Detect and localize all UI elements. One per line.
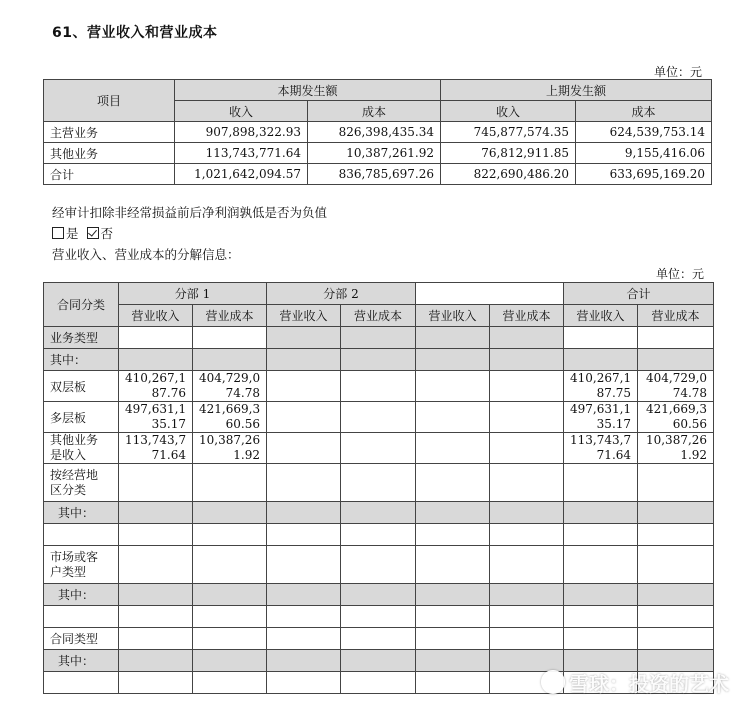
unit-label: 单位：元: [654, 65, 703, 79]
seg3-cost-header: 营业成本: [490, 305, 564, 327]
yes-no-checkboxes: [52, 224, 113, 242]
net-profit-question: 经审计扣除非经常损益前后净利润孰低是否为负值: [52, 205, 328, 220]
current-cost: 10,387,261.92: [308, 143, 441, 164]
segment3-header: [416, 283, 564, 305]
total-revenue: 410,267,1 87.75: [564, 371, 638, 402]
row-label: 多层板: [44, 402, 119, 433]
by-market-label: 市场或客 户类型: [44, 546, 119, 584]
blank-row: [44, 524, 714, 546]
blank-row: [44, 606, 714, 628]
yes-checkbox[interactable]: [52, 227, 64, 239]
seg1-cost: 421,669,3 60.56: [193, 402, 267, 433]
row-label: 双层板: [44, 371, 119, 402]
current-revenue: 113,743,771.64: [175, 143, 308, 164]
business-type-label: 业务类型: [44, 327, 119, 349]
prior-revenue: 745,877,574.35: [441, 122, 576, 143]
prior-revenue-header: 收入: [441, 101, 576, 122]
current-revenue-header: 收入: [175, 101, 308, 122]
of-which-row: [44, 584, 714, 606]
breakdown-intro: 营业收入、营业成本的分解信息：: [52, 247, 240, 262]
prior-cost: 624,539,753.14: [576, 122, 712, 143]
table-row: [44, 143, 712, 164]
business-type-row: [44, 327, 714, 349]
row-label: 合计: [44, 164, 175, 185]
yes-label: 是: [66, 226, 79, 241]
seg2-cost-header: 营业成本: [341, 305, 416, 327]
watermark: 雪球：投资的艺术: [541, 668, 729, 697]
table-row: [44, 164, 712, 185]
current-period-header: 本期发生额: [175, 80, 441, 101]
by-market-row: [44, 546, 714, 584]
snowball-logo-icon: [541, 670, 565, 694]
current-revenue: 907,898,322.93: [175, 122, 308, 143]
of-which-label: 其中：: [44, 650, 119, 672]
table-row: [44, 402, 714, 433]
seg1-revenue: 410,267,1 87.76: [119, 371, 193, 402]
total-header: 合计: [564, 283, 714, 305]
by-region-row: [44, 464, 714, 502]
total-cost-header: 营业成本: [638, 305, 714, 327]
seg3-revenue-header: 营业收入: [416, 305, 490, 327]
by-region-label: 按经营地 区分类: [44, 464, 119, 502]
contract-type-label: 合同类型: [44, 628, 119, 650]
total-revenue: 113,743,7 71.64: [564, 433, 638, 464]
total-revenue: 497,631,1 35.17: [564, 402, 638, 433]
seg1-cost: 10,387,26 1.92: [193, 433, 267, 464]
of-which-row: [44, 349, 714, 371]
revenue-cost-table: [43, 79, 712, 185]
table-row: [44, 371, 714, 402]
unit-label-2: 单位：元: [656, 267, 705, 281]
of-which-label: 其中：: [44, 502, 119, 524]
seg2-revenue-header: 营业收入: [267, 305, 341, 327]
seg1-revenue: 497,631,1 35.17: [119, 402, 193, 433]
total-cost: 404,729,0 74.78: [638, 371, 714, 402]
seg1-cost: 404,729,0 74.78: [193, 371, 267, 402]
no-checkbox[interactable]: [87, 227, 99, 239]
prior-cost: 9,155,416.06: [576, 143, 712, 164]
table-row: [44, 122, 712, 143]
revenue-breakdown-table: [43, 282, 714, 694]
contract-type-row: [44, 628, 714, 650]
of-which-row: [44, 502, 714, 524]
current-cost-header: 成本: [308, 101, 441, 122]
total-revenue-header: 营业收入: [564, 305, 638, 327]
current-revenue: 1,021,642,094.57: [175, 164, 308, 185]
table-row: [44, 433, 714, 464]
row-label: 其他业务: [44, 143, 175, 164]
section-title: 61、营业收入和营业成本: [52, 25, 218, 41]
of-which-label: 其中：: [44, 584, 119, 606]
seg1-cost-header: 营业成本: [193, 305, 267, 327]
prior-revenue: 76,812,911.85: [441, 143, 576, 164]
of-which-label: 其中：: [44, 349, 119, 371]
prior-period-header: 上期发生额: [441, 80, 712, 101]
segment2-header: 分部 2: [267, 283, 416, 305]
prior-revenue: 822,690,486.20: [441, 164, 576, 185]
total-cost: 10,387,26 1.92: [638, 433, 714, 464]
row-label: 其他业务 是收入: [44, 433, 119, 464]
current-cost: 836,785,697.26: [308, 164, 441, 185]
row-label: 主营业务: [44, 122, 175, 143]
contract-class-header: 合同分类: [44, 283, 119, 327]
total-cost: 421,669,3 60.56: [638, 402, 714, 433]
prior-cost: 633,695,169.20: [576, 164, 712, 185]
seg1-revenue: 113,743,7 71.64: [119, 433, 193, 464]
item-header: 项目: [44, 80, 175, 122]
prior-cost-header: 成本: [576, 101, 712, 122]
seg1-revenue-header: 营业收入: [119, 305, 193, 327]
current-cost: 826,398,435.34: [308, 122, 441, 143]
no-label: 否: [100, 226, 114, 241]
segment1-header: 分部 1: [119, 283, 267, 305]
